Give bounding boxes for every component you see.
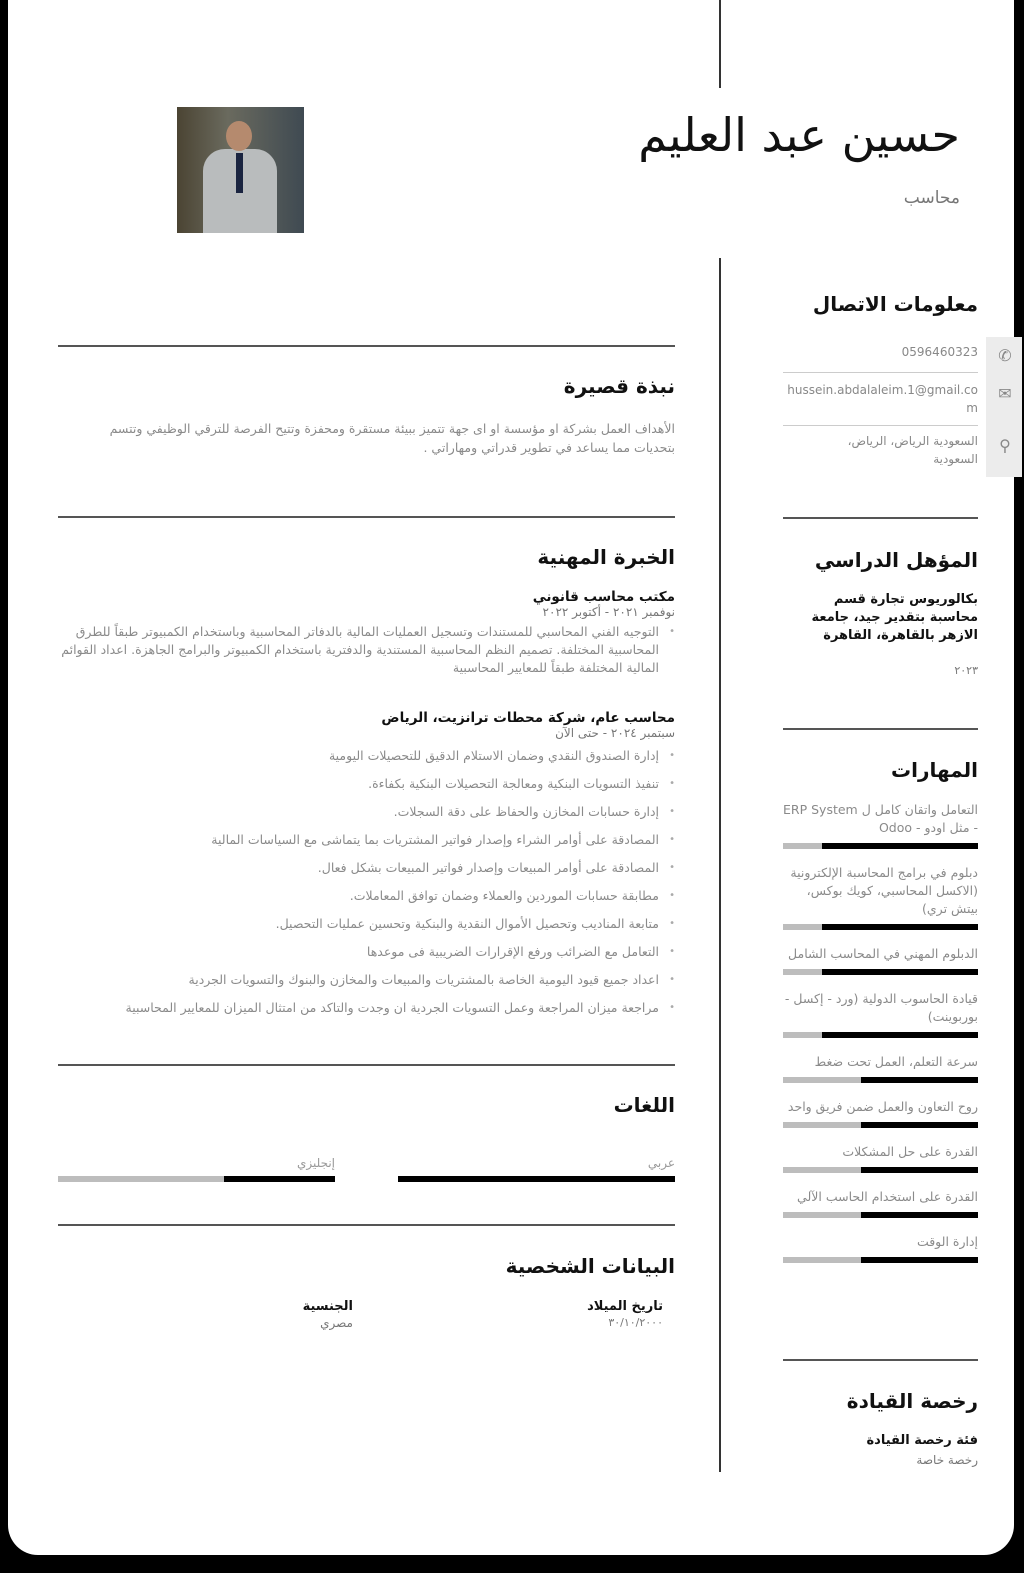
skill-label: دبلوم في برامج المحاسبة الإلكترونية (الاكسل المحاسبي، كويك بوكس، بيتش تري) — [790, 865, 978, 916]
contact-email[interactable]: hussein.abdalaleim.1@gmail.com — [787, 383, 978, 415]
skill-label: القدرة على استخدام الحاسب الآلي — [797, 1189, 978, 1204]
skill-bar — [783, 924, 978, 930]
job-title: محاسب عام، شركة محطات ترانزيت، الرياض — [381, 710, 675, 726]
language-bar — [398, 1176, 675, 1182]
skill-label: القدرة على حل المشكلات — [842, 1144, 978, 1159]
divider — [783, 728, 978, 730]
license-label: فئة رخصة القيادة — [866, 1433, 978, 1448]
job-bullet: • إدارة حسابات المخازن والحفاظ على دقة السجلات. — [58, 803, 675, 821]
education-year: ٢٠٢٣ — [954, 664, 978, 677]
contact-address: السعودية الرياض، الرياض، السعودية — [847, 434, 978, 466]
skill-bar — [783, 1257, 978, 1263]
skill-label: روح التعاون والعمل ضمن فريق واحد — [787, 1099, 978, 1114]
job-bullet: • المصادقة على أوامر الشراء وإصدار فواتير المشتريات بما يتماشى مع السياسات المالية — [58, 831, 675, 849]
birth-value: ٣٠/١٠/٢٠٠٠ — [608, 1316, 663, 1329]
skill-item — [783, 801, 978, 849]
skills-heading: المهارات — [891, 758, 978, 782]
contact-heading: معلومات الاتصال — [812, 292, 978, 316]
education-degree: بكالوريوس تجارة قسم محاسبة بتقدير جيد، جامعة الازهر بالقاهرة، القاهرة — [811, 592, 978, 643]
divider — [58, 516, 675, 518]
skill-label: إدارة الوقت — [916, 1234, 978, 1249]
bar-fill — [822, 843, 978, 849]
skill-item — [783, 1188, 978, 1218]
skill-bar — [783, 1122, 978, 1128]
skill-label: الدبلوم المهني في المحاسب الشامل — [788, 946, 978, 961]
divider — [58, 1064, 675, 1066]
skill-item — [783, 1143, 978, 1173]
skill-label: قيادة الحاسوب الدولية (ورد - إكسل - بوربوينت) — [784, 991, 978, 1024]
bar-fill — [861, 1257, 978, 1263]
phone-icon: ✆ — [998, 346, 1012, 365]
language-label: عربي — [647, 1156, 675, 1170]
envelope-icon: ✉ — [998, 384, 1012, 403]
language-bar — [58, 1176, 335, 1182]
divider — [783, 517, 978, 519]
skill-item — [783, 1233, 978, 1263]
job-bullet: • إدارة الصندوق النقدي وضمان الاستلام الدقيق للتحصيلات اليومية — [58, 747, 675, 765]
divider — [783, 425, 978, 426]
bar-fill — [398, 1176, 675, 1182]
skill-bar — [783, 969, 978, 975]
license-value: رخصة خاصة — [916, 1453, 978, 1467]
skill-item — [783, 864, 978, 930]
skill-label: التعامل واتقان كامل ل ERP System - مثل اودو - Odoo — [783, 802, 978, 835]
job-bullet: • التوجيه الفني المحاسبي للمستندات وتسجيل العمليات المالية بالدفاتر المحاسبية وباستخدام الكمبيوتر طبقاً للطرق المحاسبية المختلفة. تصميم النظم المحاسبية المستندية والدفترية باستخدام الكمبيوتر والبرامج الجاهزة. اعداد القوائم المالية المختلفة طبقاً للمعايير المحاسبية — [58, 623, 675, 677]
skill-item — [783, 945, 978, 975]
job-bullet: • مطابقة حسابات الموردين والعملاء وضمان توافق المعاملات. — [58, 887, 675, 905]
full-name: حسين عبد العليم — [638, 108, 960, 162]
birth-date — [508, 1298, 663, 1329]
job-bullet: • مراجعة ميزان المراجعة وعمل التسويات الجردية ان وجدت والتاكد من امتثال الميزان للمعايير المحاسبية — [58, 999, 675, 1017]
skill-item — [783, 990, 978, 1038]
bar-fill — [861, 1212, 978, 1218]
bar-fill — [224, 1176, 335, 1182]
job-entry — [58, 710, 675, 1027]
job-title: مكتب محاسب قانوني — [532, 589, 675, 605]
skills-list — [783, 801, 978, 1278]
bar-fill — [822, 1032, 978, 1038]
skill-bar — [783, 1032, 978, 1038]
nationality-label: الجنسية — [302, 1299, 353, 1314]
personal-heading: البيانات الشخصية — [505, 1254, 675, 1278]
language-label: إنجليزي — [296, 1156, 335, 1170]
resume-page — [8, 0, 1014, 1555]
summary-text: الأهداف العمل بشركة او مؤسسة او اى جهة تتميز ببيئة مستقرة ومحفزة وتتيح الفرصة للترقي الوظيفي وتتسم بتحديات مما يساعد في تطوير قدراتي ومهاراتي . — [109, 421, 675, 455]
skill-label: سرعة التعلم، العمل تحت ضغط — [814, 1054, 978, 1069]
bar-fill — [861, 1077, 978, 1083]
bar-fill — [861, 1167, 978, 1173]
license-heading: رخصة القيادة — [846, 1389, 978, 1413]
job-bullet: • متابعة المناديب وتحصيل الأموال النقدية والبنكية وتحسين عمليات التحصيل. — [58, 915, 675, 933]
job-title: محاسب — [903, 188, 960, 208]
job-bullet: • تنفيذ التسويات البنكية ومعالجة التحصيلات البنكية بكفاءة. — [58, 775, 675, 793]
bar-fill — [861, 1122, 978, 1128]
divider — [783, 372, 978, 373]
divider-vertical — [719, 0, 721, 88]
job-date: سبتمبر ٢٠٢٤ - حتى الآن — [555, 726, 675, 740]
divider-vertical — [719, 258, 721, 1472]
skill-item — [783, 1098, 978, 1128]
divider — [783, 1359, 978, 1361]
skill-bar — [783, 843, 978, 849]
bar-fill — [822, 969, 978, 975]
language-item — [58, 1156, 335, 1182]
language-item — [398, 1156, 675, 1182]
contact-phone[interactable]: 0596460323 — [901, 345, 978, 359]
job-bullet: • اعداد جميع قيود اليومية الخاصة بالمشتريات والمبيعات والمخازن والبنوك والتسويات الجردية — [58, 971, 675, 989]
job-bullet: • التعامل مع الضرائب ورفع الإقرارات الضريبية فى موعدها — [58, 943, 675, 961]
divider — [58, 345, 675, 347]
divider — [58, 1224, 675, 1226]
skill-bar — [783, 1167, 978, 1173]
nationality-value: مصري — [320, 1316, 353, 1330]
skill-bar — [783, 1077, 978, 1083]
nationality — [208, 1298, 353, 1330]
skill-item — [783, 1053, 978, 1083]
contact-icon-strip — [986, 337, 1022, 477]
bar-fill — [822, 924, 978, 930]
map-pin-icon: ⚲ — [999, 436, 1011, 455]
profile-photo — [177, 107, 304, 233]
skill-bar — [783, 1212, 978, 1218]
birth-label: تاريخ الميلاد — [587, 1299, 663, 1314]
job-entry — [58, 589, 675, 677]
summary-heading: نبذة قصيرة — [563, 374, 675, 398]
education-heading: المؤهل الدراسي — [814, 548, 978, 572]
job-bullet: • المصادقة على أوامر المبيعات وإصدار فواتير المبيعات بشكل فعال. — [58, 859, 675, 877]
languages-heading: اللغات — [613, 1093, 675, 1117]
job-date: نوفمبر ٢٠٢١ - أكتوبر ٢٠٢٢ — [542, 605, 675, 619]
experience-heading: الخبرة المهنية — [537, 545, 675, 569]
